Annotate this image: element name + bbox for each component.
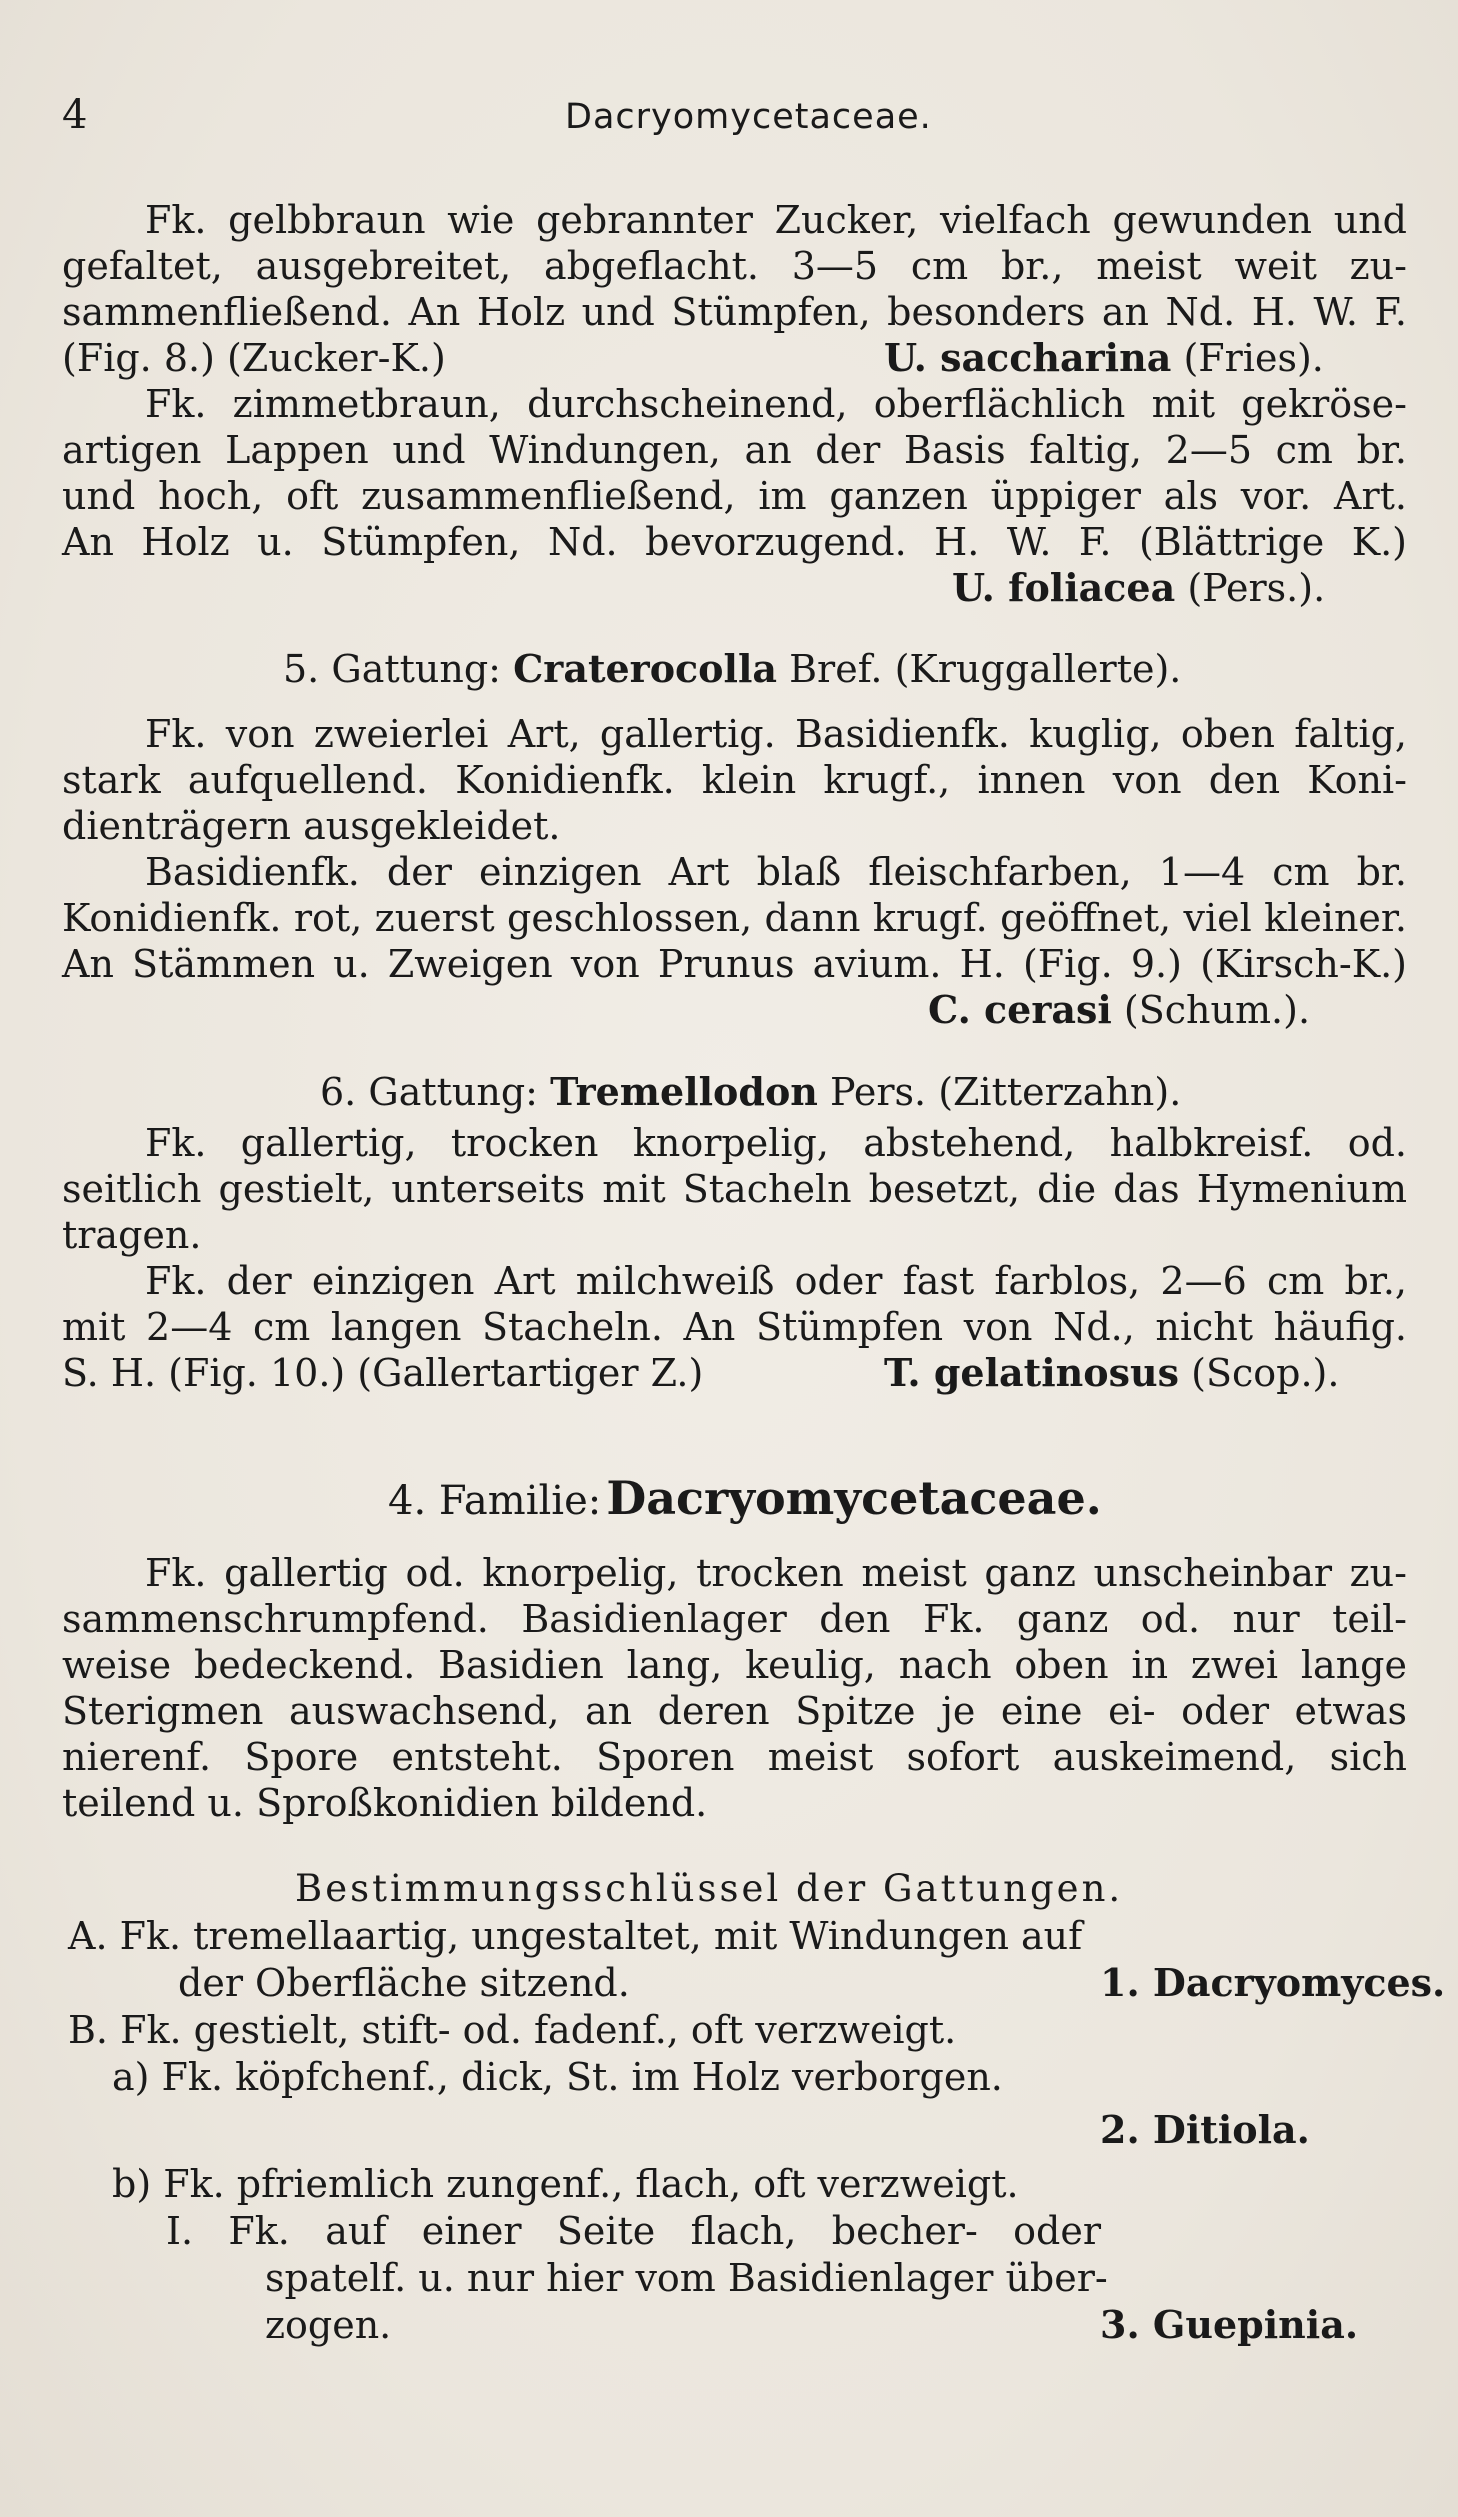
- text-line: Konidienfk. rot, zuerst geschlossen, dann krugf. geöffnet, viel kleiner.: [62, 896, 1407, 940]
- text-line: sammenfließend. An Holz und Stümpfen, besonders an Nd. H. W. F.: [62, 290, 1407, 334]
- species-entry: [884, 1350, 1339, 1396]
- species-entry: [952, 565, 1325, 611]
- key-line: spatelf. u. nur hier vom Basidienlager über-: [265, 2256, 1108, 2300]
- running-title: Dacryomycetaceae.: [565, 97, 932, 137]
- text-line: Basidienfk. der einzigen Art blaß fleischfarben, 1—4 cm br.: [145, 850, 1407, 894]
- species-author: (Fries).: [1183, 336, 1324, 380]
- family-heading: [388, 1470, 1102, 1537]
- text-line: stark aufquellend. Konidienfk. klein krugf., innen von den Koni-: [62, 758, 1407, 802]
- key-line: b) Fk. pfriemlich zungenf., flach, oft verzweigt.: [112, 2162, 1019, 2206]
- key-line: B. Fk. gestielt, stift- od. fadenf., oft verzweigt.: [68, 2008, 957, 2052]
- text-line: Fk. gelbbraun wie gebrannter Zucker, vielfach gewunden und: [145, 198, 1407, 242]
- text-line: teilend u. Sproßkonidien bildend.: [62, 1781, 708, 1825]
- key-result: 2. Ditiola.: [1100, 2107, 1310, 2152]
- text-line: Fk. gallertig od. knorpelig, trocken meist ganz unscheinbar zu-: [145, 1551, 1407, 1595]
- page-number: 4: [62, 92, 88, 138]
- species-name: T. gelatinosus: [884, 1350, 1180, 1395]
- text-line: Fk. zimmetbraun, durchscheinend, oberflächlich mit gekröse-: [145, 382, 1407, 426]
- genus-prefix: 5. Gattung:: [283, 647, 501, 691]
- species-name: U. saccharina: [884, 335, 1172, 380]
- text-line: und hoch, oft zusammenfließend, im ganzen üppiger als vor. Art.: [62, 474, 1407, 518]
- key-line: I. Fk. auf einer Seite flach, becher- oder: [166, 2209, 1101, 2253]
- key-line: a) Fk. köpfchenf., dick, St. im Holz verborgen.: [112, 2055, 1003, 2099]
- key-title: Bestimmungsschlüssel der Gattungen.: [295, 1867, 1124, 1910]
- text-line: dienträgern ausgekleidet.: [62, 804, 561, 848]
- species-entry: [884, 335, 1324, 381]
- species-name: C. cerasi: [928, 987, 1112, 1032]
- key-result: 1. Dacryomyces.: [1100, 1960, 1446, 2005]
- text-line: Sterigmen auswachsend, an deren Spitze je eine ei- oder etwas: [62, 1689, 1407, 1733]
- text-line: artigen Lappen und Windungen, an der Basis faltig, 2—5 cm br.: [62, 428, 1407, 472]
- text-line: sammenschrumpfend. Basidienlager den Fk. ganz od. nur teil-: [62, 1597, 1407, 1641]
- text-line: Fk. gallertig, trocken knorpelig, abstehend, halbkreisf. od.: [145, 1121, 1407, 1165]
- text-line: S. H. (Fig. 10.) (Gallertartiger Z.): [62, 1351, 704, 1395]
- key-line: A. Fk. tremellaartig, ungestaltet, mit Windungen auf: [68, 1914, 1083, 1958]
- text-line: tragen.: [62, 1213, 202, 1257]
- species-name: U. foliacea: [952, 565, 1176, 610]
- family-prefix: 4. Familie:: [388, 1478, 602, 1524]
- text-line: mit 2—4 cm langen Stacheln. An Stümpfen von Nd., nicht häufig.: [62, 1305, 1407, 1349]
- genus-suffix: Bref. (Kruggallerte).: [789, 647, 1182, 691]
- species-author: (Pers.).: [1187, 566, 1326, 610]
- genus-name: Tremellodon: [550, 1069, 818, 1114]
- species-author: (Schum.).: [1123, 988, 1311, 1032]
- text-line: gefaltet, ausgebreitet, abgeflacht. 3—5 cm br., meist weit zu-: [62, 244, 1407, 288]
- text-line: An Holz u. Stümpfen, Nd. bevorzugend. H. W. F. (Blättrige K.): [62, 520, 1407, 564]
- genus-suffix: Pers. (Zitterzahn).: [830, 1070, 1182, 1114]
- species-entry: [928, 987, 1310, 1033]
- genus-prefix: 6. Gattung:: [320, 1070, 538, 1114]
- text-line: weise bedeckend. Basidien lang, keulig, nach oben in zwei lange: [62, 1643, 1407, 1687]
- key-result: 3. Guepinia.: [1100, 2302, 1359, 2347]
- text-line: nierenf. Spore entsteht. Sporen meist sofort auskeimend, sich: [62, 1735, 1407, 1779]
- genus-name: Craterocolla: [513, 646, 778, 691]
- family-name: Dacryomycetaceae.: [606, 1471, 1102, 1525]
- text-line: seitlich gestielt, unterseits mit Stacheln besetzt, die das Hymenium: [62, 1167, 1407, 1211]
- text-line: Fk. von zweierlei Art, gallertig. Basidienfk. kuglig, oben faltig,: [145, 712, 1407, 756]
- genus-heading: [283, 646, 1181, 692]
- genus-heading: [320, 1069, 1181, 1115]
- text-line: An Stämmen u. Zweigen von Prunus avium. H. (Fig. 9.) (Kirsch-K.): [62, 942, 1407, 986]
- key-line: der Oberfläche sitzend.: [178, 1961, 630, 2005]
- key-line: zogen.: [265, 2303, 392, 2347]
- text-line: (Fig. 8.) (Zucker-K.): [62, 336, 446, 380]
- species-author: (Scop.).: [1191, 1351, 1340, 1395]
- text-line: Fk. der einzigen Art milchweiß oder fast farblos, 2—6 cm br.,: [145, 1259, 1407, 1303]
